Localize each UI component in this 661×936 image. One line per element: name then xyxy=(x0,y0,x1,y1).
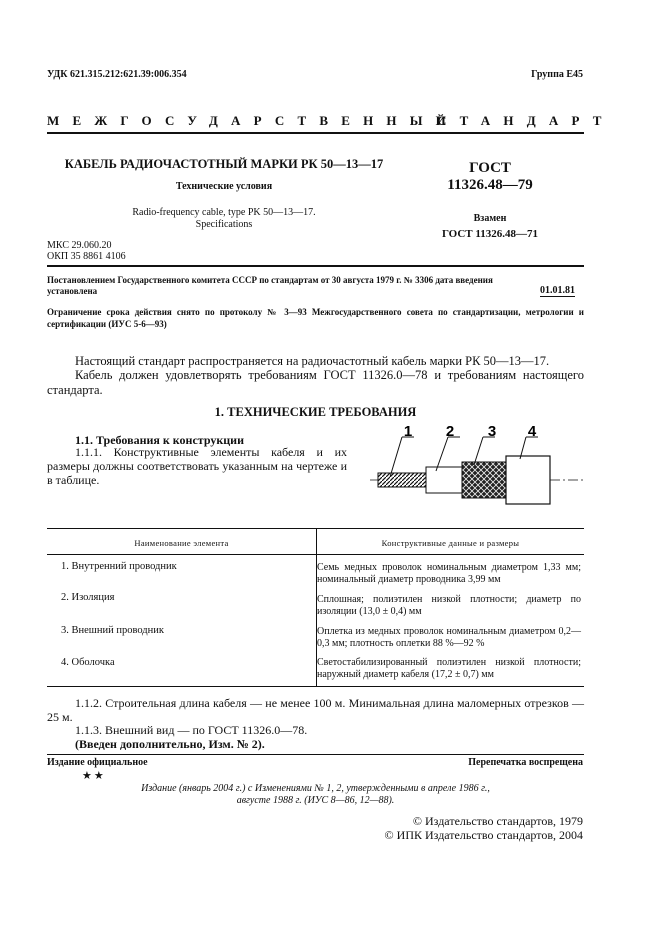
clause-112: 1.1.2. Строительная длина кабеля — не менее 100 м. Минимальная длина маломерных отрезков — 25 м. xyxy=(47,696,584,724)
cable-drawing xyxy=(370,425,585,515)
sheath xyxy=(506,456,550,504)
copyright-1979: © Издательство стандартов, 1979 xyxy=(412,814,583,828)
copyright-2004: © ИПК Издательство стандартов, 2004 xyxy=(384,828,583,842)
drawing-label-4: 4 xyxy=(527,425,537,440)
banner-left: МЕЖГОСУДАРСТВЕННЫЙ xyxy=(47,113,459,128)
gost-number: 11326.48—79 xyxy=(447,177,533,193)
table-row-4-name: 4. Оболочка xyxy=(61,657,115,668)
table-row-2-name: 2. Изоляция xyxy=(61,592,115,603)
table-header-name: Наименование элемента xyxy=(134,538,229,548)
doc-subtitle: Технические условия xyxy=(175,181,273,192)
table-row-3-data: Оплетка из медных проволок номинальным диаметром 0,2—0,3 мм; плотность оплетки 88 %—92 % xyxy=(317,626,581,649)
doc-title: КАБЕЛЬ РАДИОЧАСТОТНЫЙ МАРКИ РК 50—13—17 xyxy=(64,157,384,171)
leader-1 xyxy=(390,437,402,477)
table-header-data: Конструктивные данные и размеры xyxy=(381,538,520,548)
intro-p1: Настоящий стандарт распространяется на радиочастотный кабель марки РК 50—13—17. xyxy=(75,354,550,368)
decree-date: 01.01.81 xyxy=(540,285,575,296)
mks-code: МКС 29.060.20 xyxy=(47,240,112,251)
drawing-label-1: 1 xyxy=(403,425,413,440)
inner-conductor xyxy=(378,473,426,487)
amendment-note: (Введен дополнительно, Изм. № 2). xyxy=(75,737,265,751)
sub-heading: 1.1. Требования к конструкции xyxy=(75,433,245,447)
table-row-2-data: Сплошная; полиэтилен низкой плотности; диаметр по изоляции (13,0 ± 0,4) мм xyxy=(317,594,581,617)
section-heading: 1. ТЕХНИЧЕСКИЕ ТРЕБОВАНИЯ xyxy=(214,405,417,419)
reprint-notice: Перепечатка воспрещена xyxy=(468,757,583,768)
drawing-label-3: 3 xyxy=(487,425,497,440)
replace-label: Взамен xyxy=(473,213,507,224)
table-row-1-name: 1. Внутренний проводник xyxy=(61,561,177,572)
insulation xyxy=(426,467,462,493)
banner-right: СТАНДАРТ xyxy=(437,113,615,128)
intro-p2: Кабель должен удовлетворять требованиям ГОСТ 11326.0—78 и требованиям настоящего стандарта. xyxy=(47,368,584,397)
decree-text: Постановлением Государственного комитета СССР по стандартам от 30 августа 1979 г. № 3306 дата введения установлена xyxy=(47,275,493,296)
udk-code: УДК 621.315.212:621.39:006.354 xyxy=(47,69,187,80)
limit-note: Ограничение срока действия снято по протоколу № 3—93 Межгосударственного совета по стандартизации, метрологии и сертификации (ИУС 5-6—93) xyxy=(47,307,584,329)
gost-label: ГОСТ xyxy=(469,160,511,176)
stars: ★★ xyxy=(82,770,106,782)
doc-title-en-1: Radio-frequency cable, type PK 50—13—17. xyxy=(132,207,316,218)
banner-rule xyxy=(47,132,584,134)
okp-code: ОКП 35 8861 4106 xyxy=(47,251,126,262)
clause-111: 1.1.1. Конструктивные элементы кабеля и их размеры должны соответствовать указанным на чертеже и в таблице. xyxy=(47,445,347,487)
edition-line-1: Издание (январь 2004 г.) с Изменениями № 1, 2, утвержденными в апреле 1986 г., xyxy=(141,783,490,794)
edition-line-2: августе 1988 г. (ИУС 8—86, 12—88). xyxy=(236,795,395,806)
header-rule xyxy=(47,265,584,267)
table-bottom-rule xyxy=(47,686,584,687)
drawing-label-2: 2 xyxy=(445,425,455,440)
table-row-3-name: 3. Внешний проводник xyxy=(61,625,164,636)
footer-rule xyxy=(47,754,584,755)
clause-113: 1.1.3. Внешний вид — по ГОСТ 11326.0—78. xyxy=(75,723,308,737)
outer-conductor xyxy=(462,462,506,498)
official-edition: Издание официальное xyxy=(47,757,148,768)
leader-2 xyxy=(436,437,448,471)
leader-3 xyxy=(474,437,483,465)
table-row-1-data: Семь медных проволок номинальным диаметром 1,33 мм; номинальный диаметр проводника 3,99 мм xyxy=(317,562,581,585)
replace-value: ГОСТ 11326.48—71 xyxy=(441,228,539,240)
table-row-4-data: Светостабилизированный полиэтилен низкой плотности; наружный диаметр кабеля (17,2 ± 0,7) мм xyxy=(317,657,581,680)
group-code: Группа Е45 xyxy=(531,69,583,80)
doc-title-en-2: Specifications xyxy=(195,219,253,230)
